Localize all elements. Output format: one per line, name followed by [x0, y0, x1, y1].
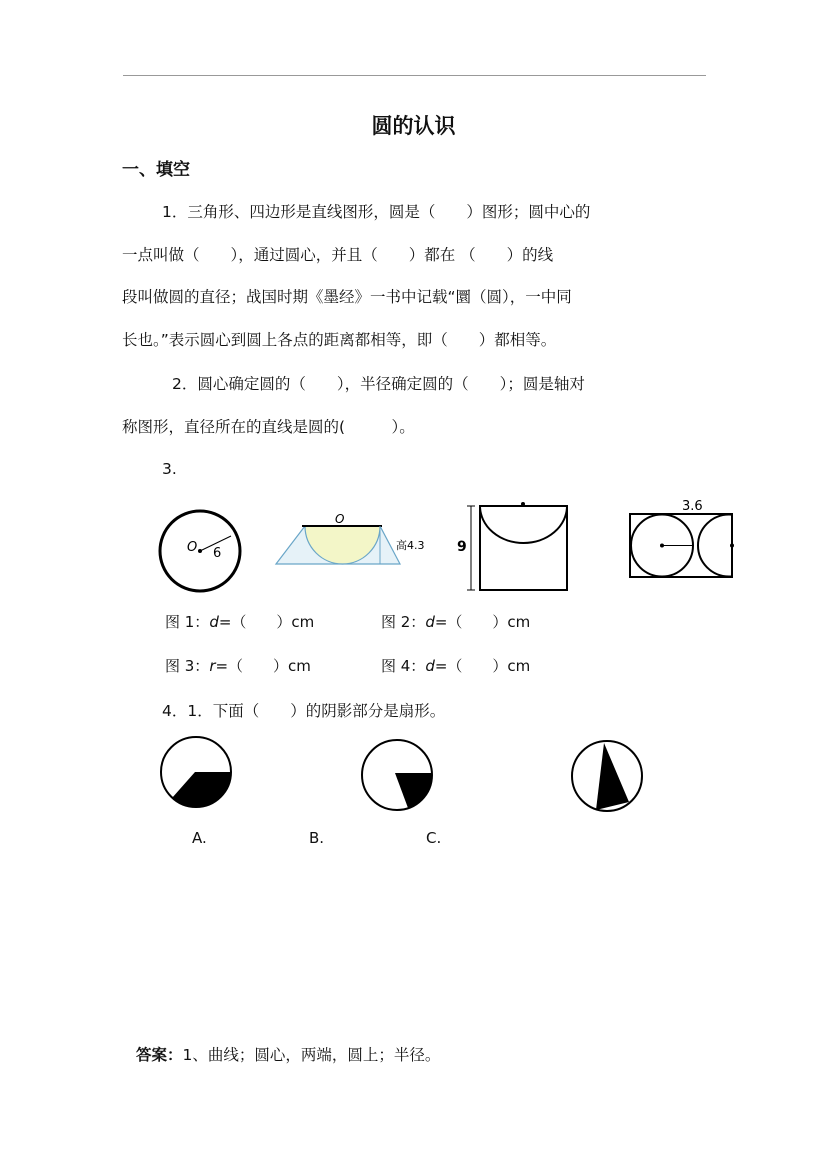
option-a-label: A. — [192, 829, 207, 847]
answer-label: 答案： — [136, 1046, 183, 1064]
q1-line4: 长也。”表示圆心到圆上各点的距离都相等，即（ ）都相等。 — [122, 331, 557, 349]
q1-line1: 1．三角形、四边形是直线图形，圆是（ ）图形；圆中心的 — [162, 203, 591, 221]
page-title: 圆的认识 — [371, 114, 456, 138]
q2-line1: 2．圆心确定圆的（ ），半径确定圆的（ ）；圆是轴对 — [172, 375, 585, 393]
q3-number: 3. — [162, 460, 177, 478]
option-a-shaded-region — [172, 772, 231, 808]
figure-4-rectangle — [625, 496, 743, 582]
q1-line2: 一点叫做（ ），通过圆心，并且（ ）都在 （ ）的线 — [122, 246, 554, 264]
section-heading-fill-blank: 一、填空 — [122, 160, 190, 180]
figure-3-square — [455, 498, 575, 594]
option-c-shaded-region — [596, 743, 629, 810]
fig3-side-label: 9 — [457, 539, 467, 555]
option-c-label: C. — [426, 829, 442, 847]
caption-2-blank: =（ ）cm — [434, 613, 531, 631]
answer-text: 1、曲线；圆心，两端，圆上；半径。 — [182, 1046, 441, 1064]
caption-4-label: 图 4： — [381, 657, 426, 675]
option-b-figure — [356, 738, 438, 812]
caption-1-label: 图 1： — [165, 613, 210, 631]
header-rule — [123, 75, 706, 76]
fig1-radius-label: 6 — [213, 546, 222, 561]
caption-3-blank: =（ ）cm — [215, 657, 311, 675]
caption-1-var: d — [209, 613, 219, 631]
caption-4-blank: =（ ）cm — [434, 657, 531, 675]
fig3-semicircle — [480, 506, 567, 543]
caption-figure-4 — [381, 655, 530, 676]
fig2-center-label: O — [335, 512, 345, 526]
q2-line2: 称图形，直径所在的直线是圆的( ）。 — [122, 418, 415, 436]
q1-line3: 段叫做圆的直径；战国时期《墨经》一书中记载“圜（圆），一中同 — [122, 288, 572, 306]
option-c-figure — [567, 740, 649, 814]
q4-prompt: 4．1．下面（ ）的阴影部分是扇形。 — [162, 702, 446, 720]
fig1-center-label: O — [187, 540, 198, 555]
answer-line — [136, 1043, 440, 1065]
fig4-center-dot — [660, 544, 664, 548]
caption-figure-1 — [165, 611, 314, 632]
caption-3-var: r — [209, 657, 216, 675]
caption-figure-2 — [381, 611, 530, 632]
caption-2-label: 图 2： — [381, 613, 426, 631]
option-a-figure — [155, 735, 237, 809]
caption-2-var: d — [425, 613, 435, 631]
fig4-right-circle — [698, 515, 743, 577]
fig3-square — [480, 506, 567, 590]
caption-1-blank: =（ ）cm — [218, 613, 315, 631]
figure-2-trapezoid — [272, 508, 442, 570]
fig4-top-label: 3.6 — [682, 499, 703, 514]
caption-3-label: 图 3： — [165, 657, 210, 675]
figure-1-circle — [155, 505, 247, 597]
fig2-height-label: 高4.3 — [396, 539, 425, 552]
caption-figure-3 — [165, 655, 311, 676]
caption-4-var: d — [425, 657, 435, 675]
fig4-edge-dot — [730, 544, 734, 548]
fig3-top-dot — [521, 502, 525, 506]
option-b-label: B. — [309, 829, 325, 847]
option-b-shaded-region — [395, 773, 432, 808]
